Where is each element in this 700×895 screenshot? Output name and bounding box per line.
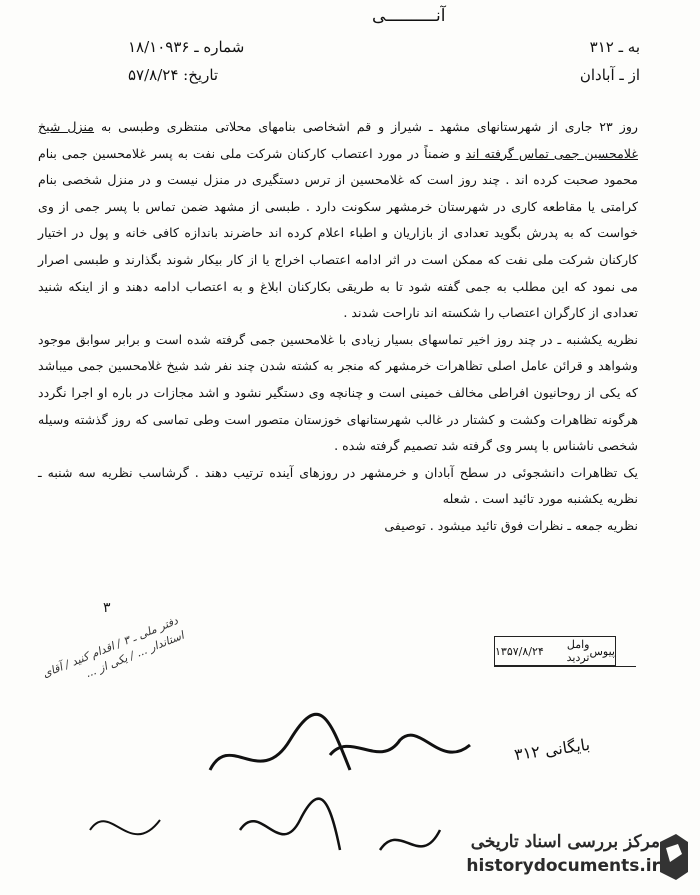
paragraph-opinion-sunday: نظریه یکشنبه ـ در چند روز اخیر تماسهای بسیار زیادی با غلامحسین جمی گرفته شده است و برابر سوابق موجود وشواهد و قرائن عامل اصلی تظاهرات خرمشهر که منجر به کشته شدن چند نفر شد شیخ غلامحسین جمی میباشد که یکی از روحانیون افراطی مخالف خمینی است و چنانچه وی دستگیر نشود و اشد مجازات در باره او اجرا نگردد هرگونه تظاهرات وکشت و کشتار در غالب شهرستانهای خوزستان متصور است وطی تماسی که روز گذشته وسیله شخصی ناشناس با پسر وی گرفته شد تصمیم گرفته شده .	[38, 331, 638, 454]
reference-number: شماره ـ ۱۸/۱۰۹۳۶	[128, 38, 245, 56]
document-date: تاریخ: ۵۷/۸/۲۴	[128, 66, 219, 84]
paragraph-opinion-friday: نظریه جمعه ـ نظرات فوق تائید میشود . توصیفی	[384, 517, 638, 533]
stamp-mid: وامل تردید	[566, 638, 590, 664]
watermark	[380, 832, 660, 888]
underlined-phrase: منزل شیخ غلامحسین جمی تماس گرفته اند	[38, 119, 638, 161]
stamp-right: پیوس	[589, 644, 615, 658]
watermark-url: historydocuments.ir	[466, 856, 660, 876]
recipient: به ـ ۳۱۲	[589, 38, 640, 56]
stamp-underline	[494, 666, 636, 667]
document-title: آنــــــــــی	[372, 6, 446, 26]
watermark-title: مرکز بررسی اسناد تاریخی	[470, 832, 660, 852]
margin-number: ۳	[103, 600, 111, 616]
archive-reference: بایگانی ۳۱۲	[513, 734, 592, 765]
received-stamp	[494, 636, 616, 666]
stamp-left: ۱۳۵۷/۸/۲۴	[495, 644, 544, 658]
sender: از ـ آبادان	[579, 66, 640, 84]
paragraph-opinion-tuesday: یک تظاهرات دانشجوئی در سطح آبادان و خرمشهر در روزهای آینده ترتیب دهند . گرشاسب نظریه سه شنبه ـ نظریه یکشنبه مورد تائید است . شعله	[38, 464, 638, 507]
handwritten-margin-note: دفتر ملی ـ ۳ / اقدام کنید / آقای استاندار ... / یکی از ...	[40, 613, 186, 681]
report-body	[38, 114, 638, 540]
paragraph-report: روز ۲۳ جاری از شهرستانهای مشهد ـ شیراز و قم اشخاصی بنامهای محلاتی منتظری وطبسی به منزل شیخ غلامحسین جمی تماس گرفته اند و ضمناً در مورد اعتصاب کارکنان شرکت ملی نفت به پسر غلامحسین جمی بنام محمود صحبت کرده اند . چند روز است که غلامحسین از ترس دستگیری در منزل نیست و در منزل شخصی بنام کرامتی یا مقاطعه کاری در شهرستان خرمشهر سکونت دارد . طبسی از مشهد ضمن تماس با پسر جمی از وی خواست که به پدرش بگوید تعدادی از بازاریان و اطباء اعلام کرده اند حاضرند باندازه کافی خانه و پول در اختیار کارکنان شرکت ملی نفت که ممکن است در اثر ادامه اعتصاب اخراج یا از کار بیکار شوند بگذارند و طبسی اصرار می نمود که این مطلب به جمی گفته شود تا به طریقی بکارکنان ابلاغ و به اعتصاب ادامه دهند و از اینکه شنید تعدادی از کارگران اعتصاب را شکسته اند ناراحت شدند .	[38, 119, 638, 321]
archive-logo-icon	[656, 832, 692, 882]
